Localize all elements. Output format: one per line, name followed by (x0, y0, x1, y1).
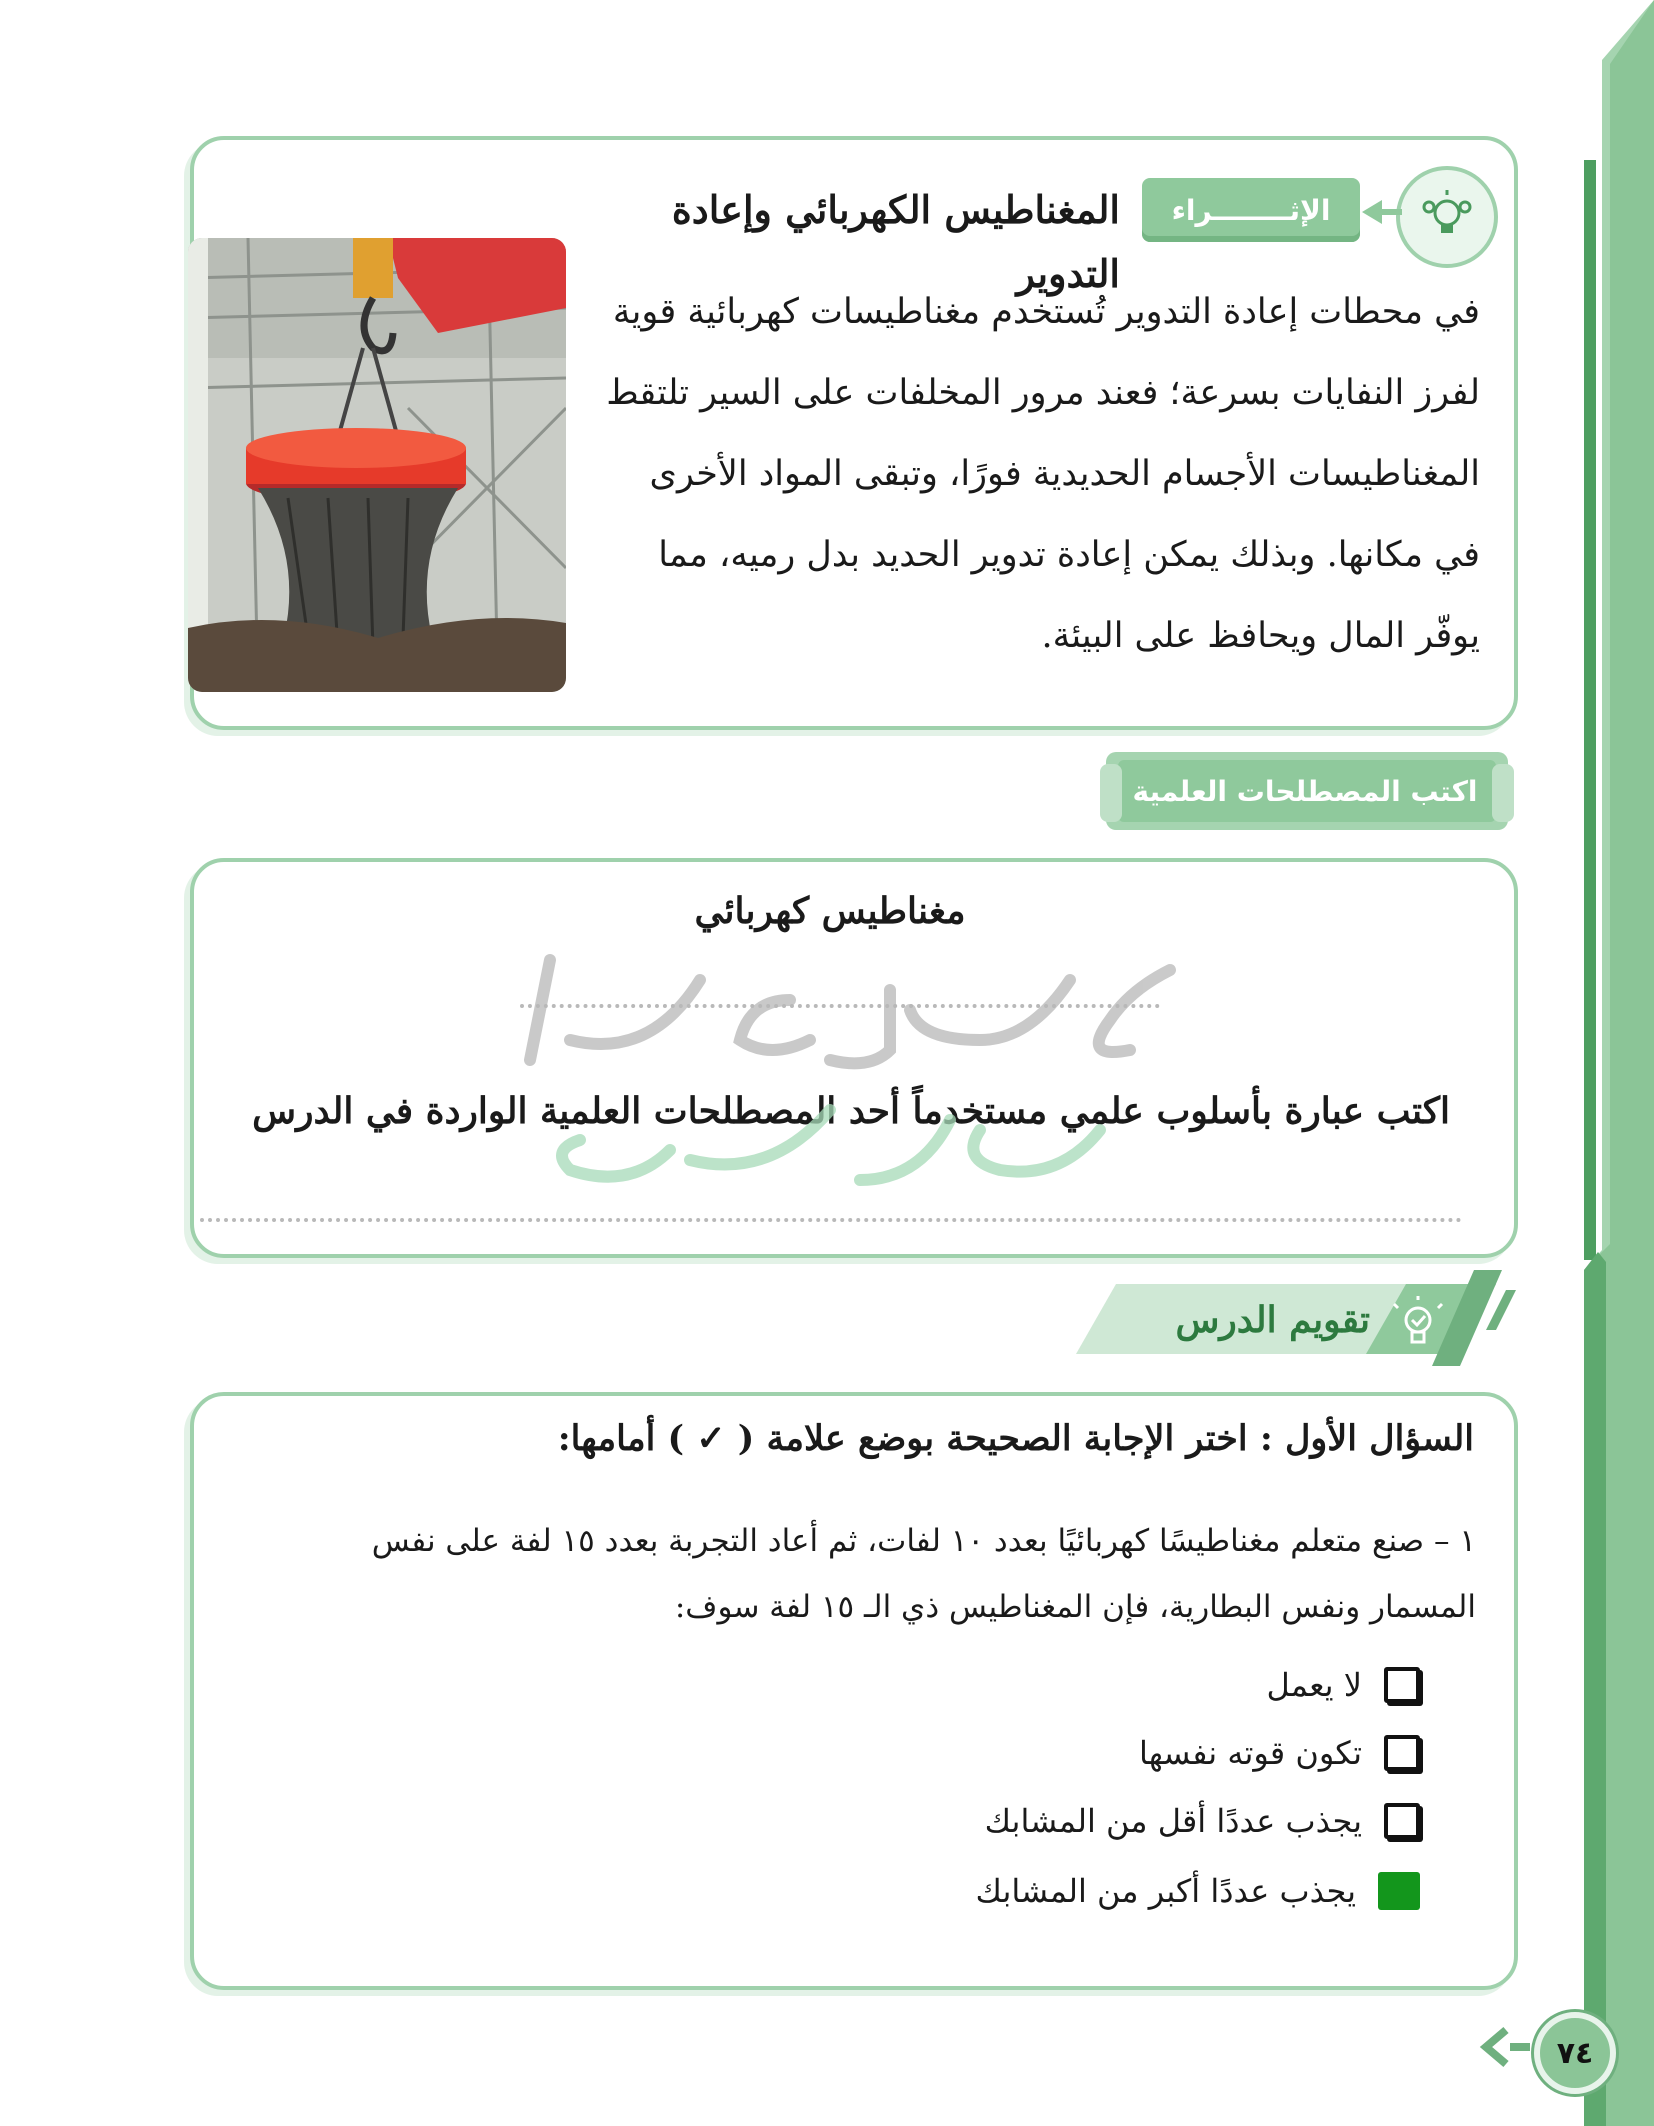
lightbulb-gear-icon (1396, 166, 1498, 268)
term-answer: مغناطيس كهربائي (694, 890, 966, 932)
checkbox-checked[interactable] (1378, 1872, 1420, 1910)
enrichment-body: في محطات إعادة التدوير تُستخدم مغناطيسات كهربائية قوية لفرز النفايات بسرعة؛ فعند مرور المخلفات على السير تلتقط المغناطيسات الأجسام الحديدية فورًا، وتبقى المواد الأخرى في مكانها. وبذلك يمكن إعادة تدوير الحديد بدل رميه، مما يوفّر المال ويحافظ على البيئة. (606, 292, 1480, 656)
sentence-answer-line (200, 1218, 1462, 1222)
checkbox-empty[interactable] (1384, 1735, 1420, 1771)
option-label: يجذب عددًا أكبر من المشابك (975, 1872, 1356, 1910)
sentence-instruction: اكتب عبارة بأسلوب علمي مستخدماً أحد المصطلحات العلمية الواردة في الدرس (252, 1090, 1450, 1132)
option-label: لا يعمل (1266, 1666, 1362, 1704)
side-decorative-band (1584, 0, 1654, 2126)
lightbulb-check-icon (1390, 1296, 1446, 1352)
enrichment-label: الإثــــــــراء (1142, 178, 1360, 242)
page-number: ٧٤ (1534, 2012, 1616, 2094)
option-label: تكون قوته نفسها (1139, 1734, 1362, 1772)
checkbox-empty[interactable] (1384, 1667, 1420, 1703)
electromagnet-crane-photo (188, 238, 566, 692)
enrichment-title: المغناطيس الكهربائي وإعادة التدوير (671, 187, 1120, 296)
question-title: السؤال الأول : اختر الإجابة الصحيحة بوضع علامة ( ✓ ) أمامها: (557, 1418, 1474, 1459)
terms-header-title: اكتب المصطلحات العلمية (1132, 775, 1478, 808)
option-1[interactable] (900, 1660, 1420, 1710)
evaluation-header-title: تقويم الدرس (1175, 1299, 1370, 1341)
question-stem: ١ – صنع متعلم مغناطيسًا كهربائيًا بعدد ١٠ لفات، ثم أعاد التجربة بعدد ١٥ لفة على نفس المسمار ونفس البطارية، فإن المغناطيس ذي الـ ١٥ لفة سوف: (371, 1523, 1476, 1625)
option-4[interactable] (900, 1866, 1420, 1916)
term-answer-line (520, 1004, 1160, 1008)
option-label: يجذب عددًا أقل من المشابك (984, 1802, 1362, 1840)
option-2[interactable] (900, 1728, 1420, 1778)
checkbox-empty[interactable] (1384, 1803, 1420, 1839)
page-arrow-icon (1476, 2026, 1530, 2068)
option-3[interactable] (900, 1796, 1420, 1846)
arrow-left-icon (1362, 200, 1402, 224)
